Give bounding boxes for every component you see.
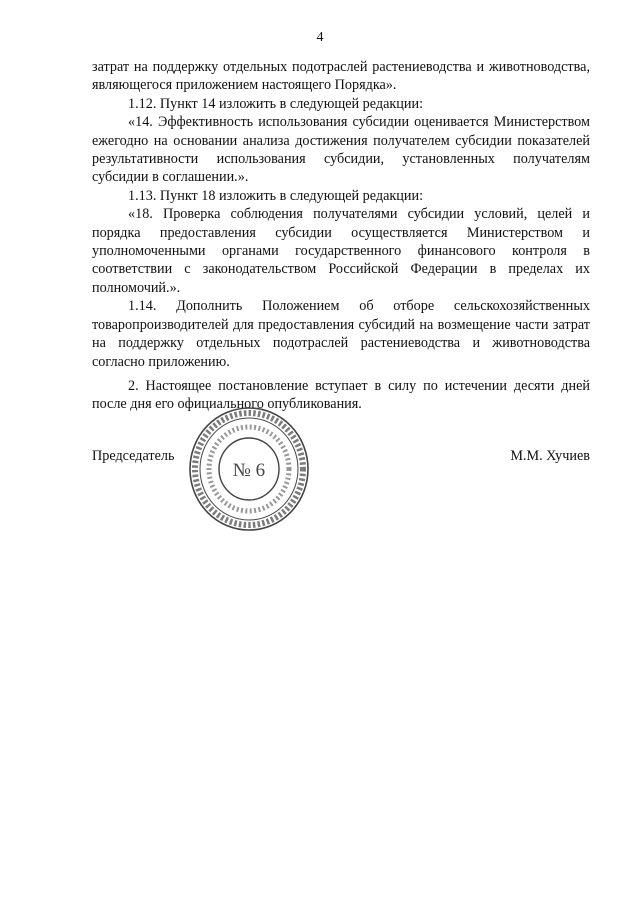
paragraph-quote-14: «14. Эффективность использования субсидии оценивается Министерством ежегодно на основании анализа достижения получателем субсидии показателей результативности использования субсидии, установленных получателям субсидии в соглашении.». bbox=[92, 114, 590, 186]
signature-title: Председатель bbox=[92, 448, 175, 464]
paragraph-continuation: затрат на поддержку отдельных подотраслей растениеводства и животноводства, являющегося приложением настоящего Порядка». bbox=[92, 59, 590, 94]
paragraph-item-2: 2. Настоящее постановление вступает в силу по истечении десяти дней после дня его официального опубликования. bbox=[92, 377, 590, 413]
paragraph-quote-18: «18. Проверка соблюдения получателями субсидии условий, целей и порядка предоставления субсидии осуществляется Министерством и уполномоченными органами государственного финансового контроля в соответствии с законодательством Российской Федерации в пределах их полномочий.». bbox=[92, 206, 590, 296]
official-seal bbox=[188, 405, 310, 533]
paragraph-item-1-13: 1.13. Пункт 18 изложить в следующей редакции: bbox=[128, 187, 424, 204]
signature-name: М.М. Хучиев bbox=[510, 448, 590, 464]
document-body bbox=[92, 58, 590, 414]
paragraph-item-1-14: 1.14. Дополнить Положением об отборе сельскохозяйственных товаропроизводителей для предоставления субсидий на возмещение части затрат на поддержку отдельных подотраслей растениеводства и животноводства согласно приложению. bbox=[92, 298, 590, 370]
seal-number: № 6 bbox=[232, 460, 266, 481]
paragraph-item-1-12: 1.12. Пункт 14 изложить в следующей редакции: bbox=[128, 95, 424, 112]
page-number: 4 bbox=[316, 30, 324, 45]
